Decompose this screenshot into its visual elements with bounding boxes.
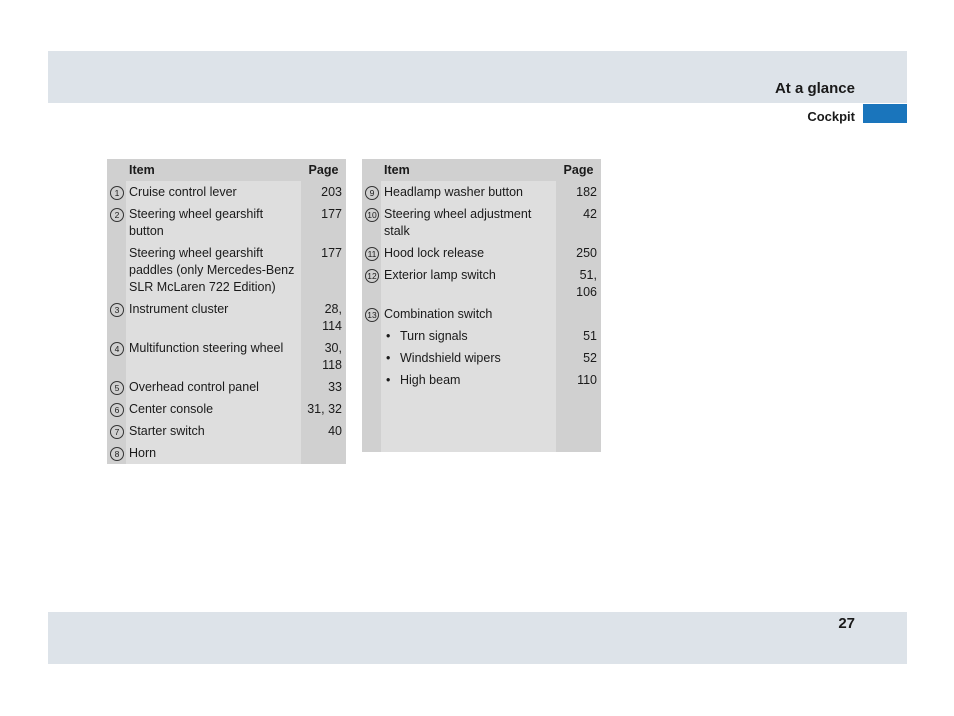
item-number-badge: 1 [110, 186, 124, 200]
item-label: High beam [400, 373, 461, 387]
table-row [107, 242, 346, 298]
table-row [107, 420, 346, 442]
item-label: Exterior lamp switch [381, 264, 556, 303]
page-ref: 182 [556, 181, 601, 203]
item-number-badge: 10 [365, 208, 379, 222]
table-header-row [362, 159, 601, 181]
table-subrow [362, 369, 601, 391]
page-ref: 177 [301, 203, 346, 242]
num-column-header [107, 159, 126, 181]
item-number-badge: 8 [110, 447, 124, 461]
page-ref: 30, 118 [301, 337, 346, 376]
item-number-badge: 11 [365, 247, 379, 261]
page-ref: 28, 114 [301, 298, 346, 337]
table-row [362, 181, 601, 203]
subsection-title: Cockpit [807, 109, 855, 124]
bullet-icon: • [386, 373, 391, 387]
table-row [107, 298, 346, 337]
item-label: Center console [126, 398, 301, 420]
item-label: Cruise control lever [126, 181, 301, 203]
right-item-table [362, 159, 601, 452]
page-ref: 42 [556, 203, 601, 242]
page-number: 27 [838, 615, 855, 632]
item-label: Overhead control panel [126, 376, 301, 398]
table-subrow [362, 347, 601, 369]
item-column-header: Item [126, 159, 301, 181]
page-column-header: Page [301, 159, 346, 181]
page-ref: 52 [556, 347, 601, 369]
item-number-badge: 2 [110, 208, 124, 222]
item-label: Steering wheel gearshift paddles (only Mercedes-Benz SLR McLaren 722 Edition) [126, 242, 301, 298]
left-item-table [107, 159, 346, 464]
section-tab-marker [863, 104, 907, 123]
item-column-header: Item [381, 159, 556, 181]
item-number-badge: 7 [110, 425, 124, 439]
num-column-header [362, 159, 381, 181]
table-row [107, 398, 346, 420]
page-ref: 203 [301, 181, 346, 203]
item-label: Starter switch [126, 420, 301, 442]
table-header-row [107, 159, 346, 181]
footer-band [48, 612, 907, 664]
item-label: Steering wheel gearshift button [126, 203, 301, 242]
bullet-icon: • [386, 329, 391, 343]
item-label: Headlamp washer button [381, 181, 556, 203]
table-row [107, 181, 346, 203]
table-row [362, 203, 601, 242]
page-ref [556, 303, 601, 325]
item-number-badge: 5 [110, 381, 124, 395]
page-ref: 51, 106 [556, 264, 601, 303]
table-row [107, 442, 346, 464]
item-label: Windshield wipers [400, 351, 501, 365]
bullet-icon: • [386, 351, 391, 365]
item-number-badge: 13 [365, 308, 379, 322]
page-column-header: Page [556, 159, 601, 181]
item-number-badge: 4 [110, 342, 124, 356]
table-filler-row [362, 391, 601, 452]
table-row [107, 203, 346, 242]
page-ref: 177 [301, 242, 346, 298]
item-label: Turn signals [400, 329, 468, 343]
table-subrow [362, 325, 601, 347]
item-number-badge: 9 [365, 186, 379, 200]
item-number-badge: 6 [110, 403, 124, 417]
item-label: Steering wheel adjustment stalk [381, 203, 556, 242]
table-row [362, 303, 601, 325]
item-label: Horn [126, 442, 301, 464]
item-label: Hood lock release [381, 242, 556, 264]
page-ref: 31, 32 [301, 398, 346, 420]
item-label: Multifunction steering wheel [126, 337, 301, 376]
table-row [362, 242, 601, 264]
page-ref [301, 442, 346, 464]
page-ref: 40 [301, 420, 346, 442]
section-title: At a glance [774, 80, 855, 97]
item-label: Combination switch [381, 303, 556, 325]
table-row [362, 264, 601, 303]
table-row [107, 376, 346, 398]
item-label: Instrument cluster [126, 298, 301, 337]
page-ref: 33 [301, 376, 346, 398]
page-ref: 250 [556, 242, 601, 264]
item-number-badge: 12 [365, 269, 379, 283]
item-number-badge: 3 [110, 303, 124, 317]
page-ref: 51 [556, 325, 601, 347]
table-row [107, 337, 346, 376]
page-ref: 110 [556, 369, 601, 391]
